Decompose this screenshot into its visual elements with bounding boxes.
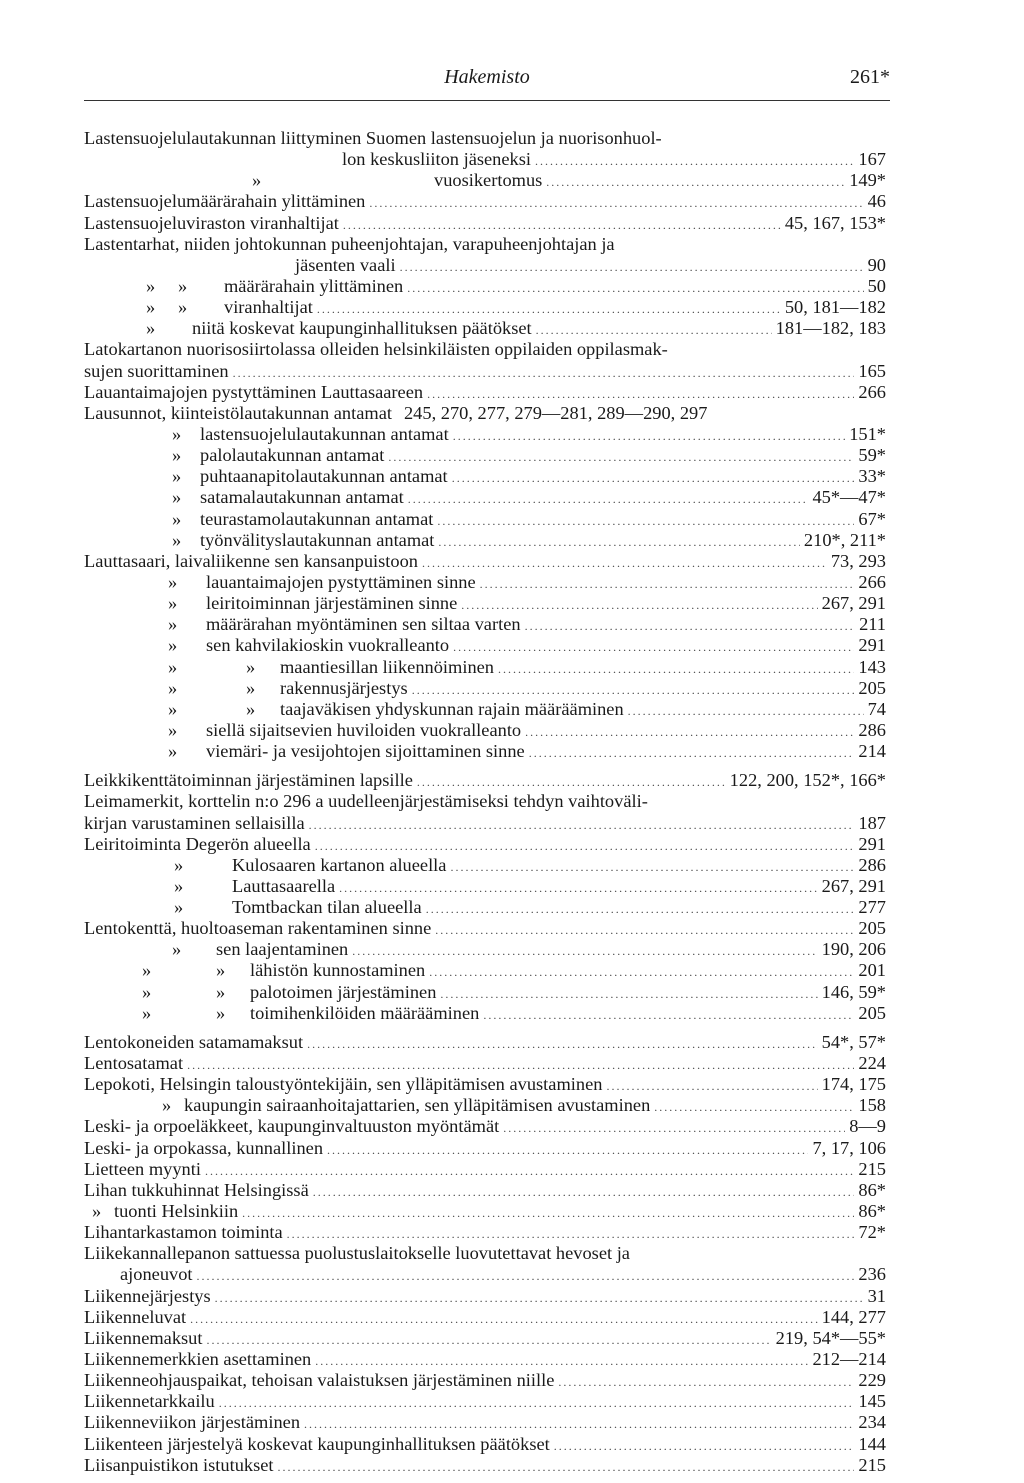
entry-text: Leski- ja orpokassa, kunnallinen bbox=[84, 1137, 324, 1158]
entry-text: rakennusjärjestys bbox=[280, 677, 408, 698]
ditto-mark: » bbox=[216, 960, 226, 981]
ditto-mark: » bbox=[174, 854, 184, 875]
entry-pages: 229 bbox=[858, 1370, 886, 1391]
entry-text: Lastentarhat, niiden johtokunnan puheenjohtajan, varapuheenjohtajan ja bbox=[84, 233, 615, 254]
entry-pages: 205 bbox=[858, 677, 886, 698]
index-entry bbox=[84, 530, 886, 551]
index-entry bbox=[84, 741, 886, 762]
page-number: 261* bbox=[850, 66, 890, 88]
index-entry bbox=[84, 1032, 886, 1053]
entry-pages: 143 bbox=[858, 656, 886, 677]
index-entry bbox=[84, 572, 886, 593]
index-entry bbox=[84, 770, 886, 791]
index-entry bbox=[84, 1370, 886, 1391]
entry-pages: 201 bbox=[858, 960, 886, 981]
index-entry bbox=[84, 635, 886, 656]
entry-text: Tomtbackan tilan alueella bbox=[232, 897, 422, 918]
index-entry bbox=[84, 403, 886, 424]
index-entry bbox=[84, 1455, 886, 1476]
entry-pages: 181—182, 183 bbox=[775, 318, 886, 339]
ditto-mark: » bbox=[178, 297, 188, 318]
ditto-mark: » bbox=[216, 981, 226, 1002]
entry-pages: 145 bbox=[858, 1391, 886, 1412]
entry-text: puhtaanapitolautakunnan antamat bbox=[200, 466, 448, 487]
entry-text: ajoneuvot bbox=[120, 1264, 193, 1285]
index-entry bbox=[84, 1264, 886, 1285]
entry-text: sen kahvilakioskin vuokralleanto bbox=[206, 635, 450, 656]
entry-text: Lastensuojelumäärärahain ylittäminen bbox=[84, 191, 366, 212]
entry-text: Lepokoti, Helsingin taloustyöntekijäin, sen ylläpitämisen avustaminen bbox=[84, 1074, 603, 1095]
index-entry bbox=[84, 424, 886, 445]
entry-text: Latokartanon nuorisosiirtolassa olleiden helsinkiläisten oppilaiden oppilasmak- bbox=[84, 339, 668, 360]
entry-pages: 267, 291 bbox=[821, 875, 886, 896]
entry-text: työnvälityslautakunnan antamat bbox=[200, 529, 435, 550]
running-title: Hakemisto bbox=[444, 66, 530, 88]
entry-pages: 215 bbox=[858, 1454, 886, 1475]
entry-pages: 212—214 bbox=[812, 1349, 886, 1370]
entry-text: tuonti Helsinkiin bbox=[114, 1201, 239, 1222]
entry-text: Leikkikenttätoiminnan järjestäminen lapsille bbox=[84, 770, 413, 791]
index-entry bbox=[84, 509, 886, 530]
ditto-mark: » bbox=[246, 656, 256, 677]
entry-pages: 46 bbox=[867, 191, 886, 212]
entry-pages: 86* bbox=[858, 1201, 886, 1222]
entry-pages: 266 bbox=[858, 571, 886, 592]
index-entry bbox=[84, 1095, 886, 1116]
entry-text: Lietteen myynti bbox=[84, 1158, 201, 1179]
index-entry bbox=[84, 1116, 886, 1137]
entry-text: Leski- ja orpoeläkkeet, kaupunginvaltuuston myöntämät bbox=[84, 1116, 500, 1137]
entry-text: satamalautakunnan antamat bbox=[200, 487, 404, 508]
index-entry bbox=[84, 1349, 886, 1370]
entry-pages: 266 bbox=[858, 381, 886, 402]
ditto-mark: » bbox=[252, 170, 262, 191]
index-entry bbox=[84, 720, 886, 741]
entry-pages: 72* bbox=[858, 1222, 886, 1243]
ditto-mark: » bbox=[146, 318, 156, 339]
entry-pages: 234 bbox=[858, 1412, 886, 1433]
entry-pages: 224 bbox=[858, 1053, 886, 1074]
entry-pages: 291 bbox=[858, 635, 886, 656]
entry-text: Kulosaaren kartanon alueella bbox=[232, 854, 447, 875]
entry-pages: 8—9 bbox=[849, 1116, 886, 1137]
ditto-mark: » bbox=[216, 1002, 226, 1023]
entry-text: Liikenneohjauspaikat, tehoisan valaistuksen järjestäminen niille bbox=[84, 1370, 555, 1391]
entry-text: Leiritoiminta Degerön alueella bbox=[84, 833, 311, 854]
index-entry bbox=[84, 1412, 886, 1433]
ditto-mark: » bbox=[178, 275, 188, 296]
entry-pages: 277 bbox=[858, 897, 886, 918]
entry-text: niitä koskevat kaupunginhallituksen päätökset bbox=[192, 318, 532, 339]
ditto-mark: » bbox=[168, 593, 178, 614]
entry-pages: 67* bbox=[858, 508, 886, 529]
entry-text: Liikenteen järjestelyä koskevat kaupunginhallituksen päätökset bbox=[84, 1433, 550, 1454]
index-entry bbox=[84, 191, 886, 212]
index-entry bbox=[84, 487, 886, 508]
entry-pages: 31 bbox=[867, 1285, 886, 1306]
ditto-mark: » bbox=[142, 981, 152, 1002]
entry-pages: 190, 206 bbox=[821, 939, 886, 960]
entry-text: lastensuojelulautakunnan antamat bbox=[200, 423, 449, 444]
index-entry bbox=[84, 1391, 886, 1412]
index-entry bbox=[84, 128, 886, 149]
entry-pages: 90 bbox=[867, 254, 886, 275]
index-entry bbox=[84, 234, 886, 255]
entry-text: lon keskusliiton jäseneksi bbox=[342, 149, 531, 170]
entry-text: kirjan varustaminen sellaisilla bbox=[84, 812, 305, 833]
entry-text: määrärahain ylittäminen bbox=[224, 275, 404, 296]
entry-text: Lastensuojeluviraston viranhaltijat bbox=[84, 212, 339, 233]
index-entry bbox=[84, 1003, 886, 1024]
ditto-mark: » bbox=[168, 719, 178, 740]
entry-text: Leimamerkit, korttelin n:o 296 a uudelleenjärjestämiseksi tehdyn vaihtoväli- bbox=[84, 791, 648, 812]
index-entry bbox=[84, 149, 886, 170]
index-entries bbox=[84, 128, 886, 1476]
ditto-mark: » bbox=[172, 466, 182, 487]
entry-pages: 174, 175 bbox=[821, 1074, 886, 1095]
entry-pages: 74 bbox=[867, 698, 886, 719]
entry-pages: 210*, 211* bbox=[803, 529, 886, 550]
entry-text: viranhaltijat bbox=[224, 297, 313, 318]
index-entry bbox=[84, 445, 886, 466]
ditto-mark: » bbox=[172, 445, 182, 466]
index-entry bbox=[84, 1074, 886, 1095]
entry-pages: 122, 200, 152*, 166* bbox=[729, 770, 886, 791]
entry-text: Liikennemaksut bbox=[84, 1327, 203, 1348]
index-entry bbox=[84, 939, 886, 960]
index-entry bbox=[84, 1201, 886, 1222]
index-entry bbox=[84, 876, 886, 897]
entry-text: Liikennejärjestys bbox=[84, 1285, 211, 1306]
ditto-mark: » bbox=[168, 635, 178, 656]
index-entry bbox=[84, 897, 886, 918]
index-entry bbox=[84, 657, 886, 678]
entry-text: Liikenneviikon järjestäminen bbox=[84, 1412, 301, 1433]
entry-text: lähistön kunnostaminen bbox=[250, 960, 426, 981]
ditto-mark: » bbox=[172, 529, 182, 550]
entry-pages: 236 bbox=[858, 1264, 886, 1285]
entry-pages: 86* bbox=[858, 1179, 886, 1200]
entry-pages: 214 bbox=[858, 741, 886, 762]
entry-text: Lauttasaarella bbox=[232, 875, 336, 896]
ditto-mark: » bbox=[246, 677, 256, 698]
ditto-mark: » bbox=[174, 897, 184, 918]
entry-text: määrärahan myöntäminen sen siltaa varten bbox=[206, 614, 521, 635]
entry-text: palolautakunnan antamat bbox=[200, 445, 385, 466]
ditto-mark: » bbox=[174, 875, 184, 896]
ditto-mark: » bbox=[146, 275, 156, 296]
entry-pages: 215 bbox=[858, 1158, 886, 1179]
index-entry bbox=[84, 361, 886, 382]
ditto-mark: » bbox=[172, 487, 182, 508]
index-entry bbox=[84, 213, 886, 234]
entry-pages: 50, 181—182 bbox=[784, 297, 886, 318]
entry-pages: 219, 54*—55* bbox=[775, 1327, 886, 1348]
ditto-mark: » bbox=[168, 677, 178, 698]
index-entry bbox=[84, 1307, 886, 1328]
ditto-mark: » bbox=[92, 1201, 102, 1222]
entry-text: vuosikertomus bbox=[434, 170, 543, 191]
entry-text: maantiesillan liikennöiminen bbox=[280, 656, 494, 677]
page-header bbox=[84, 66, 890, 94]
entry-pages: 286 bbox=[858, 854, 886, 875]
entry-pages: 50 bbox=[867, 275, 886, 296]
ditto-mark: » bbox=[168, 571, 178, 592]
entry-text: jäsenten vaali bbox=[295, 254, 396, 275]
index-entry bbox=[84, 339, 886, 360]
entry-text: palotoimen järjestäminen bbox=[250, 981, 437, 1002]
index-entry bbox=[84, 813, 886, 834]
entry-pages: 286 bbox=[858, 719, 886, 740]
index-entry bbox=[84, 982, 886, 1003]
entry-pages: 165 bbox=[858, 360, 886, 381]
entry-text: viemäri- ja vesijohtojen sijoittaminen sinne bbox=[206, 741, 525, 762]
entry-pages: 167 bbox=[858, 149, 886, 170]
ditto-mark: » bbox=[246, 698, 256, 719]
entry-pages: 267, 291 bbox=[821, 593, 886, 614]
entry-text: sujen suorittaminen bbox=[84, 360, 229, 381]
entry-pages: 7, 17, 106 bbox=[812, 1137, 886, 1158]
entry-text: toimihenkilöiden määrääminen bbox=[250, 1002, 480, 1023]
entry-text: Liikekannallepanon sattuessa puolustuslaitokselle luovutettavat hevoset ja bbox=[84, 1243, 630, 1264]
entry-pages: 245, 270, 277, 279—281, 289—290, 297 bbox=[403, 402, 708, 423]
header-rule bbox=[84, 100, 890, 101]
ditto-mark: » bbox=[168, 656, 178, 677]
entry-text: Lihan tukkuhinnat Helsingissä bbox=[84, 1179, 309, 1200]
entry-pages: 205 bbox=[858, 918, 886, 939]
entry-pages: 158 bbox=[858, 1095, 886, 1116]
entry-pages: 211 bbox=[859, 614, 886, 635]
entry-pages: 54*, 57* bbox=[821, 1031, 886, 1052]
entry-pages: 45, 167, 153* bbox=[784, 212, 886, 233]
entry-pages: 205 bbox=[858, 1002, 886, 1023]
entry-text: Lauttasaari, laivaliikenne sen kansanpuistoon bbox=[84, 550, 418, 571]
index-entry bbox=[84, 834, 886, 855]
entry-text: siellä sijaitsevien huviloiden vuokralleanto bbox=[206, 719, 522, 740]
ditto-mark: » bbox=[146, 297, 156, 318]
index-entry bbox=[84, 960, 886, 981]
entry-text: Lastensuojelulautakunnan liittyminen Suomen lastensuojelun ja nuorisonhuol- bbox=[84, 128, 662, 148]
entry-text: sen laajentaminen bbox=[216, 939, 349, 960]
index-entry bbox=[84, 614, 886, 635]
entry-text: lauantaimajojen pystyttäminen sinne bbox=[206, 571, 476, 592]
index-entry bbox=[84, 918, 886, 939]
index-entry bbox=[84, 699, 886, 720]
ditto-mark: » bbox=[168, 698, 178, 719]
entry-pages: 151* bbox=[849, 423, 886, 444]
entry-pages: 187 bbox=[858, 812, 886, 833]
index-entry bbox=[84, 1243, 886, 1264]
index-entry bbox=[84, 1138, 886, 1159]
entry-pages: 149* bbox=[849, 170, 886, 191]
entry-pages: 291 bbox=[858, 833, 886, 854]
entry-pages: 45*—47* bbox=[812, 487, 886, 508]
ditto-mark: » bbox=[168, 741, 178, 762]
entry-text: Lentokenttä, huoltoaseman rakentaminen sinne bbox=[84, 918, 432, 939]
entry-pages: 59* bbox=[858, 445, 886, 466]
index-entry bbox=[84, 1053, 886, 1074]
index-entry bbox=[84, 276, 886, 297]
entry-pages: 144, 277 bbox=[821, 1306, 886, 1327]
index-entry bbox=[84, 297, 886, 318]
index-entry bbox=[84, 855, 886, 876]
index-entry bbox=[84, 1434, 886, 1455]
entry-text: Lentokoneiden satamamaksut bbox=[84, 1031, 304, 1052]
index-entry bbox=[84, 678, 886, 699]
ditto-mark: » bbox=[142, 1002, 152, 1023]
entry-pages: 146, 59* bbox=[821, 981, 886, 1002]
entry-text: teurastamolautakunnan antamat bbox=[200, 508, 434, 529]
ditto-mark: » bbox=[162, 1095, 172, 1116]
index-entry bbox=[84, 791, 886, 812]
index-entry bbox=[84, 551, 886, 572]
entry-text: Liikenneluvat bbox=[84, 1306, 187, 1327]
index-entry bbox=[84, 1328, 886, 1349]
entry-text: Lihantarkastamon toiminta bbox=[84, 1222, 283, 1243]
entry-text: kaupungin sairaanhoitajattarien, sen ylläpitämisen avustaminen bbox=[184, 1095, 651, 1116]
index-entry bbox=[84, 466, 886, 487]
entry-text: taajaväkisen yhdyskunnan rajain määrääminen bbox=[280, 698, 624, 719]
entry-text: Lausunnot, kiinteistölautakunnan antamat bbox=[84, 402, 392, 423]
entry-text: Liikennemerkkien asettaminen bbox=[84, 1349, 312, 1370]
entry-text: Liikennetarkkailu bbox=[84, 1391, 215, 1412]
index-entry bbox=[84, 318, 886, 339]
ditto-mark: » bbox=[172, 939, 182, 960]
index-entry bbox=[84, 1286, 886, 1307]
index-entry bbox=[84, 170, 886, 191]
entry-text: Lauantaimajojen pystyttäminen Lauttasaareen bbox=[84, 381, 424, 402]
ditto-mark: » bbox=[172, 508, 182, 529]
index-entry bbox=[84, 1180, 886, 1201]
entry-pages: 144 bbox=[858, 1433, 886, 1454]
entry-pages: 33* bbox=[858, 466, 886, 487]
ditto-mark: » bbox=[142, 960, 152, 981]
index-entry bbox=[84, 382, 886, 403]
index-entry bbox=[84, 593, 886, 614]
ditto-mark: » bbox=[168, 614, 178, 635]
index-entry bbox=[84, 1159, 886, 1180]
index-entry bbox=[84, 255, 886, 276]
index-entry bbox=[84, 1222, 886, 1243]
entry-text: Lentosatamat bbox=[84, 1053, 184, 1074]
entry-pages: 73, 293 bbox=[830, 550, 886, 571]
ditto-mark: » bbox=[172, 423, 182, 444]
entry-text: leiritoiminnan järjestäminen sinne bbox=[206, 593, 458, 614]
entry-text: Liisanpuistikon istutukset bbox=[84, 1454, 274, 1475]
